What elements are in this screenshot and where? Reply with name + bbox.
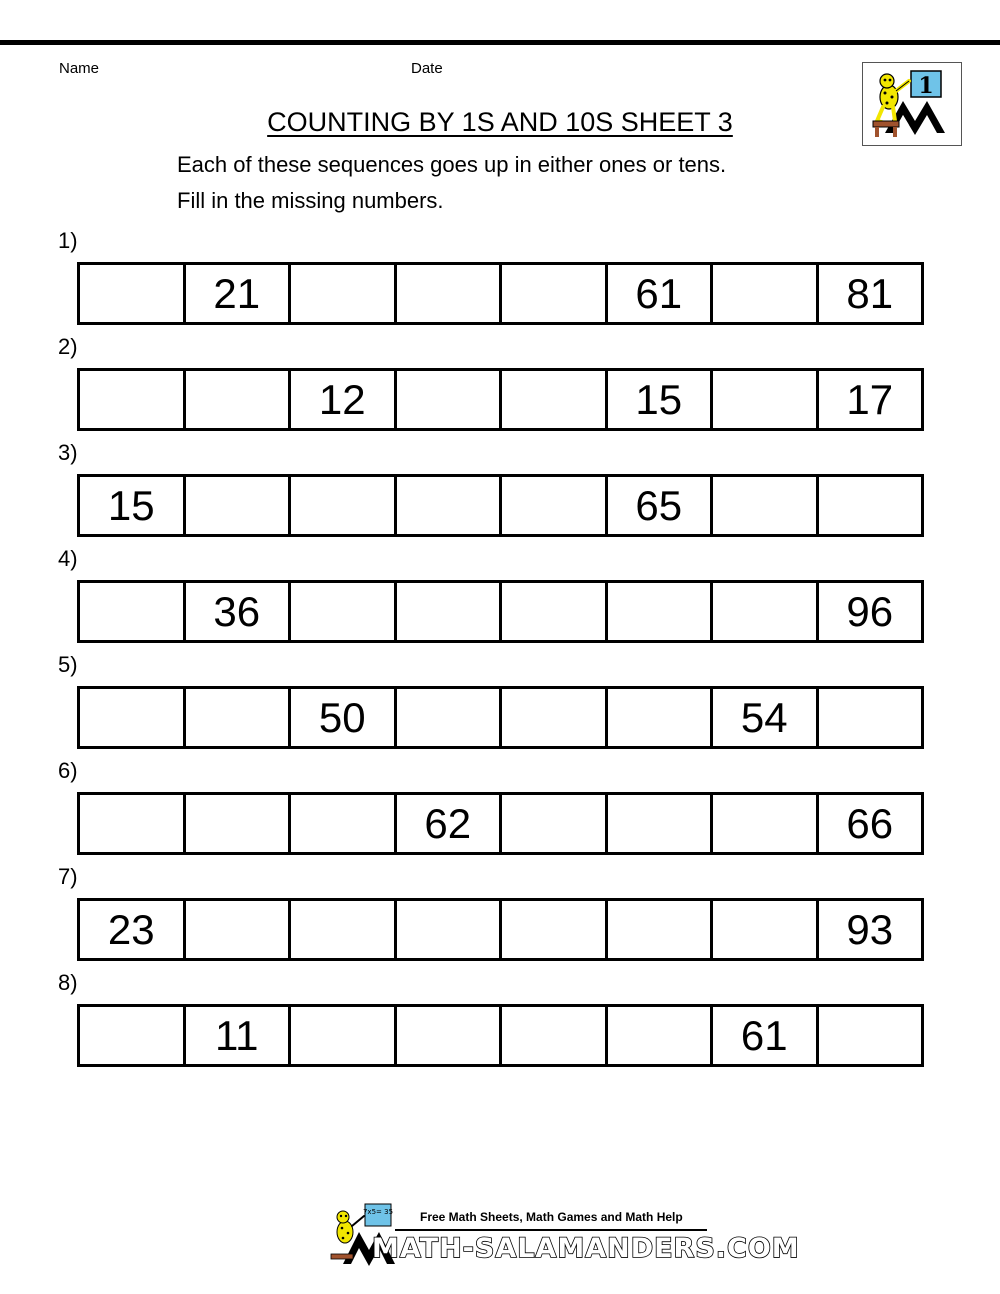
answer-box[interactable]: [608, 1007, 714, 1064]
worksheet-title-text: COUNTING BY 1S AND 10S SHEET 3: [267, 107, 733, 137]
answer-box[interactable]: [502, 265, 608, 322]
answer-box[interactable]: [397, 477, 503, 534]
answer-box[interactable]: [80, 795, 186, 852]
top-rule: [0, 40, 1000, 45]
question-number: 8): [58, 970, 78, 995]
given-number: 11: [186, 1007, 292, 1064]
given-number: 61: [713, 1007, 819, 1064]
sequence-row: [77, 898, 924, 961]
name-label: Name: [59, 60, 100, 77]
answer-box[interactable]: [713, 371, 819, 428]
answer-box[interactable]: [291, 583, 397, 640]
given-number: 66: [819, 795, 925, 852]
answer-box[interactable]: [186, 371, 292, 428]
question-number: 1): [58, 228, 78, 253]
given-number: 96: [819, 583, 925, 640]
grade-badge: 1: [918, 73, 934, 99]
answer-box[interactable]: [608, 583, 714, 640]
footer-tagline: Free Math Sheets, Math Games and Math Help: [420, 1210, 683, 1224]
answer-box[interactable]: [397, 265, 503, 322]
answer-box[interactable]: [819, 1007, 925, 1064]
given-number: 62: [397, 795, 503, 852]
answer-box[interactable]: [713, 795, 819, 852]
given-number: 21: [186, 265, 292, 322]
sequence-row: [77, 262, 924, 325]
instruction-line-1: Each of these sequences goes up in either ones or tens.: [177, 152, 727, 177]
given-number: 15: [80, 477, 186, 534]
answer-box[interactable]: [713, 583, 819, 640]
question-number: 7): [58, 864, 78, 889]
instruction-line-2: Fill in the missing numbers.: [177, 188, 444, 213]
date-label: Date: [411, 60, 443, 77]
answer-box[interactable]: [502, 1007, 608, 1064]
answer-box[interactable]: [819, 689, 925, 746]
answer-box[interactable]: [186, 795, 292, 852]
given-number: 65: [608, 477, 714, 534]
answer-box[interactable]: [502, 477, 608, 534]
answer-box[interactable]: [502, 371, 608, 428]
sequence-row: [77, 792, 924, 855]
sequence-row: [77, 474, 924, 537]
sequence-row: [77, 368, 924, 431]
answer-box[interactable]: [397, 1007, 503, 1064]
question-number: 2): [58, 334, 78, 359]
answer-box[interactable]: [397, 583, 503, 640]
answer-box[interactable]: [291, 795, 397, 852]
answer-box[interactable]: [291, 901, 397, 958]
sequence-row: [77, 580, 924, 643]
answer-box[interactable]: [186, 689, 292, 746]
sequence-row: [77, 1004, 924, 1067]
given-number: 17: [819, 371, 925, 428]
given-number: 50: [291, 689, 397, 746]
answer-box[interactable]: [80, 689, 186, 746]
answer-box[interactable]: [819, 477, 925, 534]
answer-box[interactable]: [80, 583, 186, 640]
answer-box[interactable]: [608, 689, 714, 746]
answer-box[interactable]: [80, 1007, 186, 1064]
question-number: 4): [58, 546, 78, 571]
given-number: 54: [713, 689, 819, 746]
answer-box[interactable]: [397, 689, 503, 746]
given-number: 81: [819, 265, 925, 322]
footer-rule: [395, 1229, 707, 1231]
footer-site-link[interactable]: MATH-SALAMANDERS.COM: [372, 1233, 800, 1264]
answer-box[interactable]: [502, 795, 608, 852]
answer-box[interactable]: [397, 371, 503, 428]
answer-box[interactable]: [713, 265, 819, 322]
given-number: 12: [291, 371, 397, 428]
answer-box[interactable]: [186, 477, 292, 534]
given-number: 61: [608, 265, 714, 322]
given-number: 15: [608, 371, 714, 428]
answer-box[interactable]: [713, 477, 819, 534]
given-number: 23: [80, 901, 186, 958]
answer-box[interactable]: [80, 265, 186, 322]
answer-box[interactable]: [608, 795, 714, 852]
answer-box[interactable]: [291, 1007, 397, 1064]
answer-box[interactable]: [397, 901, 503, 958]
answer-box[interactable]: [80, 371, 186, 428]
answer-box[interactable]: [608, 901, 714, 958]
answer-box[interactable]: [713, 901, 819, 958]
answer-box[interactable]: [502, 583, 608, 640]
sequence-row: [77, 686, 924, 749]
answer-box[interactable]: [291, 477, 397, 534]
answer-box[interactable]: [502, 901, 608, 958]
mini-board-text: 7x5= 35: [362, 1208, 394, 1216]
given-number: 93: [819, 901, 925, 958]
answer-box[interactable]: [502, 689, 608, 746]
worksheet-title: [0, 106, 1000, 138]
answer-box[interactable]: [186, 901, 292, 958]
question-number: 5): [58, 652, 78, 677]
question-number: 3): [58, 440, 78, 465]
given-number: 36: [186, 583, 292, 640]
answer-box[interactable]: [291, 265, 397, 322]
question-number: 6): [58, 758, 78, 783]
